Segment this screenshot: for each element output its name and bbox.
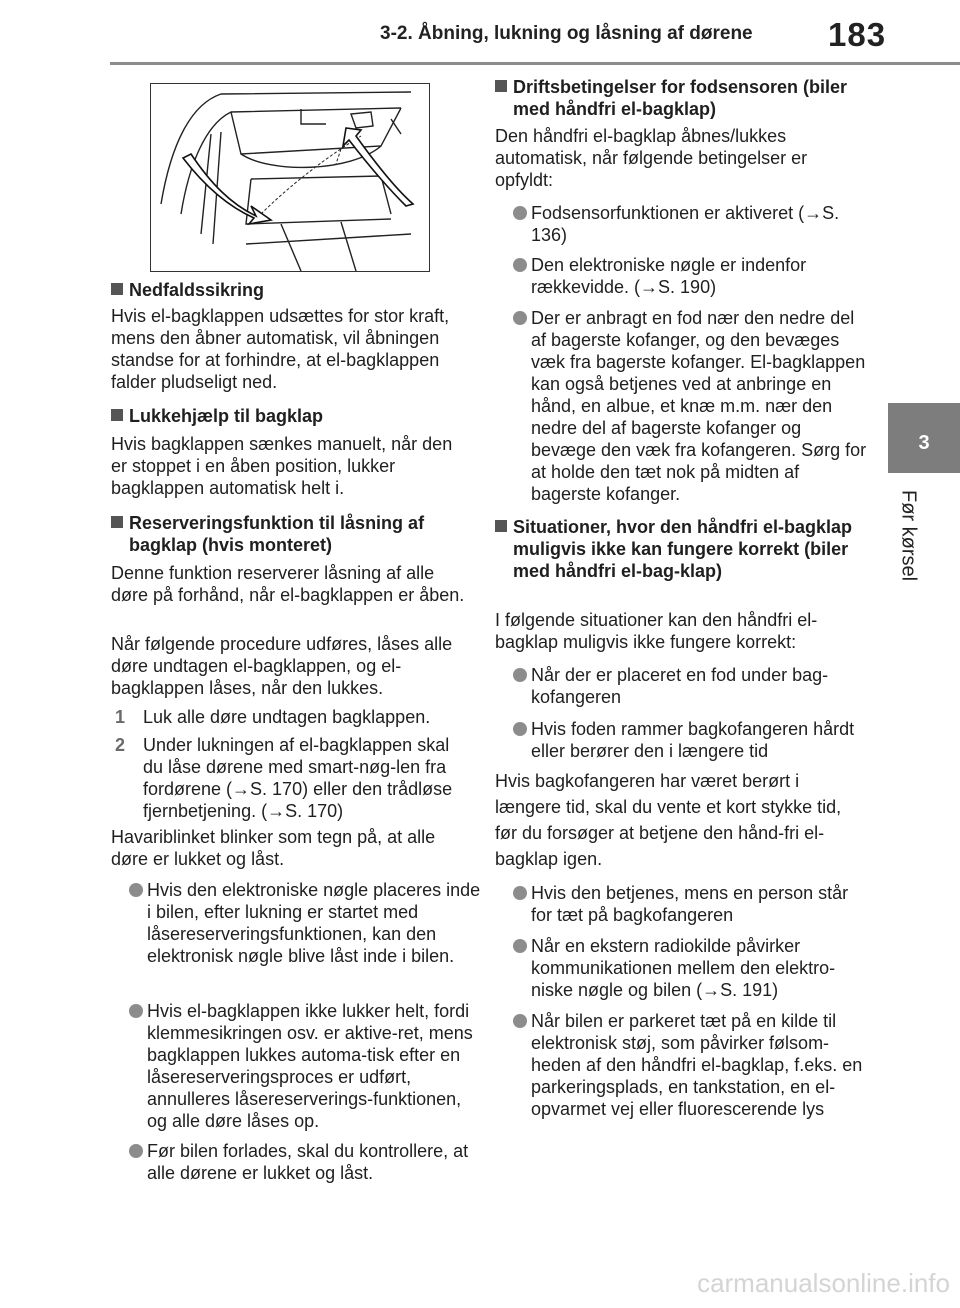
bullet-dot-icon: [129, 1144, 143, 1158]
heading-text: Lukkehjælp til bagklap: [129, 406, 324, 426]
square-bullet-icon: [111, 409, 123, 421]
bullet-item: [513, 935, 868, 1001]
paragraph: I følgende situationer kan den håndfri el-bagklap muligvis ikke fungere korrekt:: [495, 610, 818, 652]
bullet-item: [513, 1010, 868, 1120]
bullet-dot-icon: [513, 886, 527, 900]
paragraph: Den håndfri el-bagklap åbnes/lukkes automatisk, når følgende betingelser er opfyldt:: [495, 126, 808, 190]
paragraph: Hvis el-bagklappen udsættes for stor kraft, mens den åbner automatisk, vil åbningen standse for at forhindre, at el-bagklappen falder pludseligt ned.: [111, 306, 450, 392]
paragraph: Denne funktion reserverer låsning af alle døre på forhånd, når el-bagklappen er åben.: [111, 563, 465, 605]
bullet-text: Hvis den betjenes, mens en person står for tæt på bagkofangeren: [531, 883, 849, 925]
bullet-dot-icon: [129, 1004, 143, 1018]
bullet-dot-icon: [513, 939, 527, 953]
heading-driftsbetingelser: [495, 76, 868, 120]
paragraph: Hvis bagkofangeren har været berørt i længere tid, skal du vente et kort stykke tid, før du forsøger at betjene den hånd-fri el-bagklap igen.: [495, 771, 842, 869]
bullet-text: Hvis el-bagklappen ikke lukker helt, fordi klemmesikringen osv. er aktive-ret, mens bagklappen lukkes automa-tisk efter en låsereserveringsproces er udført, annulleres låsereserverings-funktionen, og alle døre låses op.: [147, 1001, 473, 1131]
page-number: 183: [828, 16, 887, 53]
step-text: Under lukningen af el-bagklappen skal du låse dørene med smart-nøg-len fra fordørene (→S. 170) eller den trådløse fjernbetjening. (→S. 170): [143, 735, 453, 821]
bullet-dot-icon: [129, 883, 143, 897]
heading-reserveringsfunktion: [111, 512, 484, 556]
bullet-item: [513, 254, 868, 298]
bullet-dot-icon: [513, 206, 527, 220]
heading-text: Nedfaldssikring: [129, 280, 265, 300]
bullet-item: [513, 307, 868, 505]
bullet-text: Når en ekstern radiokilde påvirker kommunikationen mellem den elektro-niske nøgle og bilen (→S. 191): [531, 936, 836, 1000]
bullet-item: [129, 1140, 484, 1184]
step-1: [115, 706, 470, 728]
bullet-text: Når der er placeret en fod under bag-kofangeren: [531, 665, 829, 707]
bullet-dot-icon: [513, 668, 527, 682]
chapter-title: Før kørsel: [897, 490, 920, 582]
bullet-text: Den elektroniske nøgle er indenfor rækkevidde. (→S. 190): [531, 255, 807, 297]
bullet-item: [129, 1000, 484, 1132]
bullet-text: Hvis den elektroniske nøgle placeres inde i bilen, efter lukning er startet med låsereserveringsfunktionen, kan den elektronisk nøgle blive låst inde i bilen.: [147, 880, 481, 966]
paragraph: Havariblinket blinker som tegn på, at alle døre er lukket og låst.: [111, 827, 436, 869]
heading-text: Driftsbetingelser for fodsensoren (biler med håndfri el-bagklap): [513, 77, 848, 119]
square-bullet-icon: [111, 516, 123, 528]
step-2: [115, 734, 470, 822]
header-rule: [110, 62, 960, 65]
square-bullet-icon: [111, 283, 123, 295]
bullet-dot-icon: [513, 722, 527, 736]
bullet-text: Før bilen forlades, skal du kontrollere, at alle dørene er lukket og låst.: [147, 1141, 469, 1183]
bullet-dot-icon: [513, 1014, 527, 1028]
bullet-item: [513, 882, 868, 926]
section-title: 3-2. Åbning, lukning og låsning af dørene: [380, 23, 753, 44]
heading-text: Situationer, hvor den håndfri el-bagklap muligvis ikke kan fungere korrekt (biler med håndfri el-bag-klap): [513, 517, 853, 581]
square-bullet-icon: [495, 520, 507, 532]
watermark: carmanualsonline.info: [697, 1268, 950, 1298]
bullet-dot-icon: [513, 258, 527, 272]
step-number: 2: [115, 735, 126, 755]
heading-situationer: [495, 516, 868, 582]
tailgate-drawing: [151, 84, 429, 271]
bullet-text: Der er anbragt en fod nær den nedre del af bagerste kofanger, og den bevæges væk fra bagerste kofanger. El-bagklappen kan også betjenes ved at anbringe en hånd, en albue, et knæ m.m. nær den nedre del af bagerste kofanger og bevæge den væk fra kofangeren. Sørg for at holde den tæt nok på midten af bagerste kofanger.: [531, 308, 867, 504]
paragraph: Når følgende procedure udføres, låses alle døre undtagen el-bagklappen, og el-bagklappen låses, når den lukkes.: [111, 634, 453, 698]
bullet-item: [513, 718, 868, 762]
tailgate-illustration: [150, 83, 430, 272]
bullet-item: [129, 879, 484, 967]
bullet-text: Når bilen er parkeret tæt på en kilde til elektronisk støj, som påvirker følsom-heden af den håndfri el-bagklap, f.eks. en parkeringsplads, en tankstation, en el-opvarmet vej eller fluorescerende lys: [531, 1011, 863, 1119]
paragraph: Hvis bagklappen sænkes manuelt, når den er stoppet i en åben position, lukker bagklappen automatisk helt i.: [111, 434, 453, 498]
bullet-item: [513, 664, 868, 708]
heading-text: Reserveringsfunktion til låsning af bagklap (hvis monteret): [129, 513, 425, 555]
bullet-dot-icon: [513, 311, 527, 325]
heading-nedfaldssikring: [111, 279, 484, 301]
bullet-text: Fodsensorfunktionen er aktiveret (→S. 136): [531, 203, 840, 245]
bullet-text: Hvis foden rammer bagkofangeren hårdt eller berører den i længere tid: [531, 719, 855, 761]
bullet-item: [513, 202, 868, 246]
chapter-tab: 3: [888, 403, 960, 473]
step-number: 1: [115, 707, 126, 727]
step-text: Luk alle døre undtagen bagklappen.: [143, 707, 431, 727]
heading-lukkehjaelp: [111, 405, 484, 427]
square-bullet-icon: [495, 80, 507, 92]
